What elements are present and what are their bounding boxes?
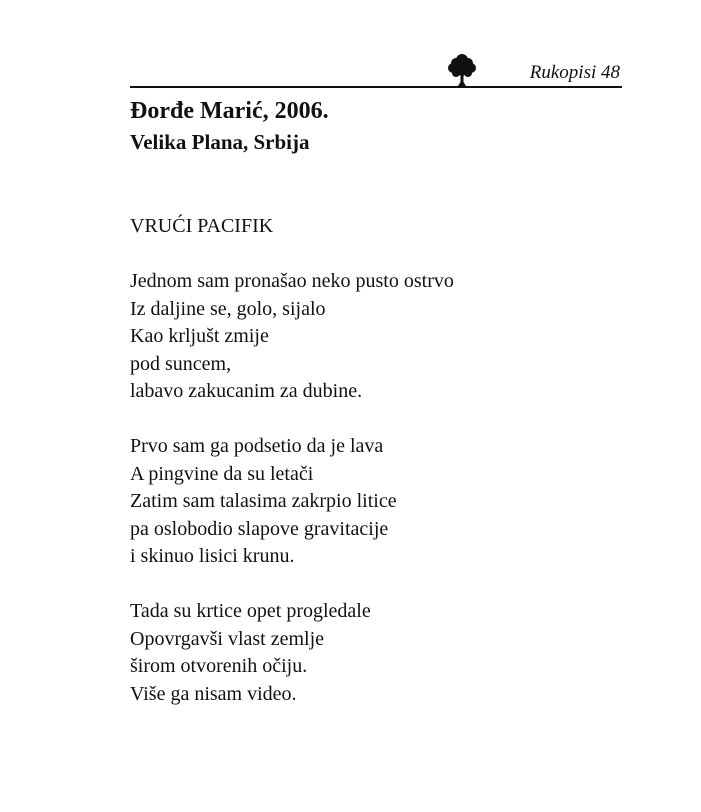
poem-line: Jednom sam pronašao neko pusto ostrvo <box>130 270 454 292</box>
poem-line: A pingvine da su letači <box>130 462 314 485</box>
header-rule <box>130 86 622 88</box>
poem-line: labavo zakucanim za dubine. <box>130 380 363 402</box>
poem-line: Tada su krtice opet progledale <box>130 600 371 622</box>
poem-line: pa oslobodio slapove gravitacije <box>130 517 389 540</box>
poem-title: VRUĆI PACIFIK <box>130 215 274 237</box>
poem-line: pod suncem, <box>130 352 232 375</box>
poem-line: Opovrgavši vlast zemlje <box>130 627 325 650</box>
poem-line: Iz daljine se, golo, sijalo <box>130 297 326 320</box>
poem-line: Prvo sam ga podsetio da je lava <box>130 435 384 457</box>
stanza-3 <box>130 598 371 708</box>
poem-line: Kao krljušt zmije <box>130 325 269 347</box>
poem-line: Više ga nisam video. <box>130 682 297 705</box>
author-place: Velika Plana, Srbija <box>130 130 310 154</box>
stanza-2 <box>130 433 397 571</box>
poem-line: i skinuo lisici krunu. <box>130 545 295 567</box>
page-header <box>130 48 622 88</box>
running-head: Rukopisi 48 <box>529 62 620 83</box>
author-name: Đorđe Marić, 2006. <box>130 98 329 124</box>
tree-icon <box>446 52 478 86</box>
poem-line: Zatim sam talasima zakrpio litice <box>130 490 397 512</box>
stanza-1 <box>130 268 454 406</box>
poem-line: širom otvorenih očiju. <box>130 655 308 677</box>
